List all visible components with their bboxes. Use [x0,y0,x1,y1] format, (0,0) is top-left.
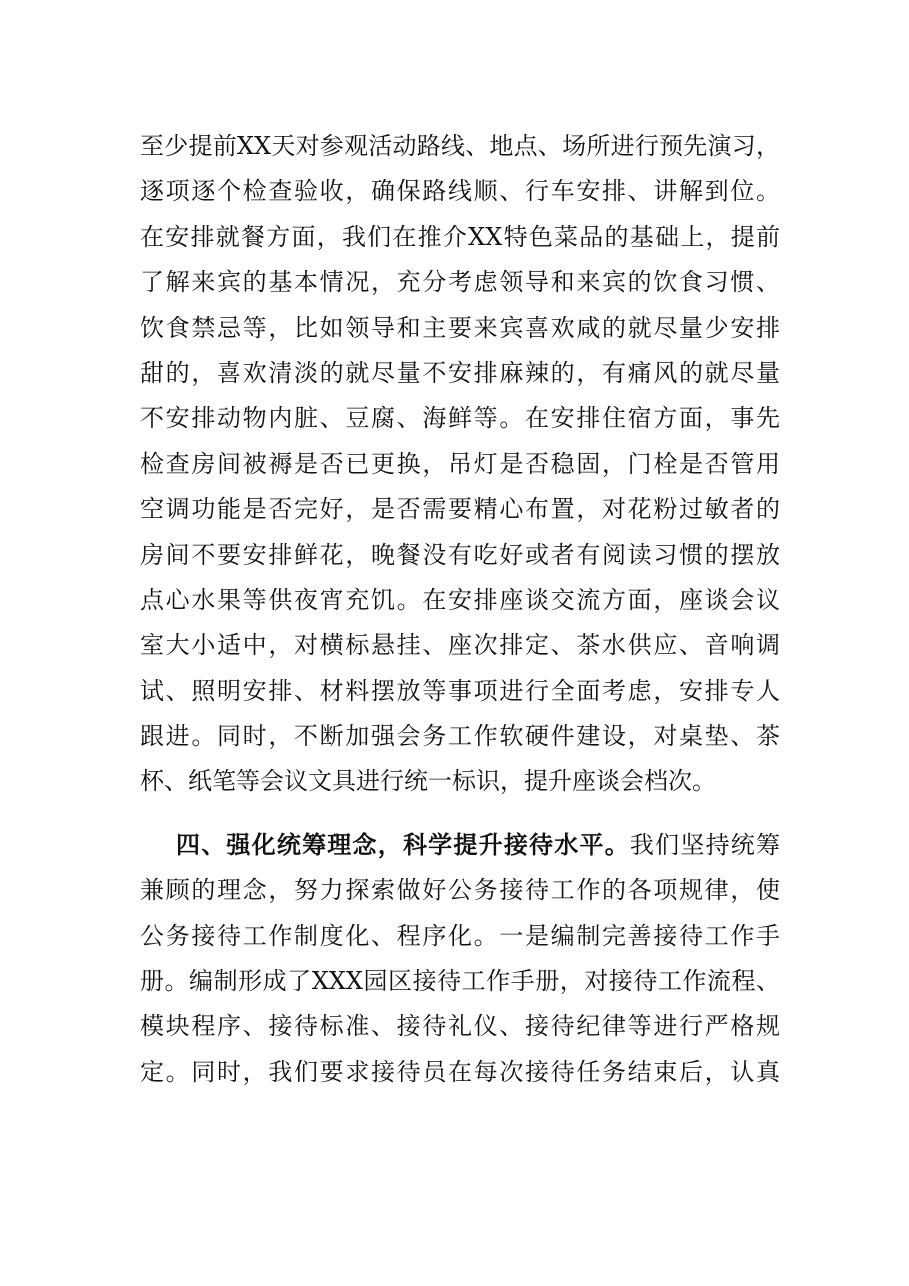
document-body [140,124,780,1095]
text-line: 点心水果等供夜宵充饥。在安排座谈交流方面，座谈会议 [140,585,780,614]
paragraph-gap [140,805,780,823]
text-line: 跟进。同时，不断加强会务工作软硬件建设，对桌垫、茶 [140,722,780,751]
section-heading: 四、强化统筹理念，科学提升接待水平。 [176,830,630,859]
text-line: 空调功能是否完好，是否需要精心布置，对花粉过敏者的 [140,495,780,524]
text-line: 在安排就餐方面，我们在推介XX特色菜品的基础上，提前 [140,222,780,251]
section-heading-rest: 我们坚持统筹 [629,830,781,859]
text-line: 逐项逐个检查验收，确保路线顺、行车安排、讲解到位。 [140,177,780,206]
text-line: 不安排动物内脏、豆腐、海鲜等。在安排住宿方面，事先 [140,404,780,433]
text-line: 房间不要安排鲜花，晚餐没有吃好或者有阅读习惯的摆放 [140,540,780,569]
text-line: 模块程序、接待标准、接待礼仪、接待纪律等进行严格规 [140,1012,780,1041]
text-line: 甜的，喜欢清淡的就尽量不安排麻辣的，有痛风的就尽量 [140,358,780,387]
text-line: 检查房间被褥是否已更换，吊灯是否稳固，门栓是否管用 [140,449,780,478]
text-line: 册。编制形成了XXX园区接待工作手册，对接待工作流程、 [140,967,780,996]
text-line: 兼顾的理念，努力探索做好公务接待工作的各项规律，使 [140,876,780,905]
text-line: 公务接待工作制度化、程序化。一是编制完善接待工作手 [140,921,780,950]
text-line: 了解来宾的基本情况，充分考虑领导和来宾的饮食习惯、 [140,268,780,297]
text-line: 杯、纸笔等会议文具进行统一标识，提升座谈会档次。 [140,767,716,796]
text-line: 试、照明安排、材料摆放等事项进行全面考虑，安排专人 [140,676,780,705]
section-heading-line [140,823,780,868]
text-line: 至少提前XX天对参观活动路线、地点、场所进行预先演习， [140,132,780,160]
text-line: 定。同时，我们要求接待员在每次接待任务结束后，认真 [140,1057,780,1086]
text-line: 饮食禁忌等，比如领导和主要来宾喜欢咸的就尽量少安排 [140,313,780,342]
text-line: 室大小适中，对横标悬挂、座次排定、茶水供应、音响调 [140,631,780,660]
